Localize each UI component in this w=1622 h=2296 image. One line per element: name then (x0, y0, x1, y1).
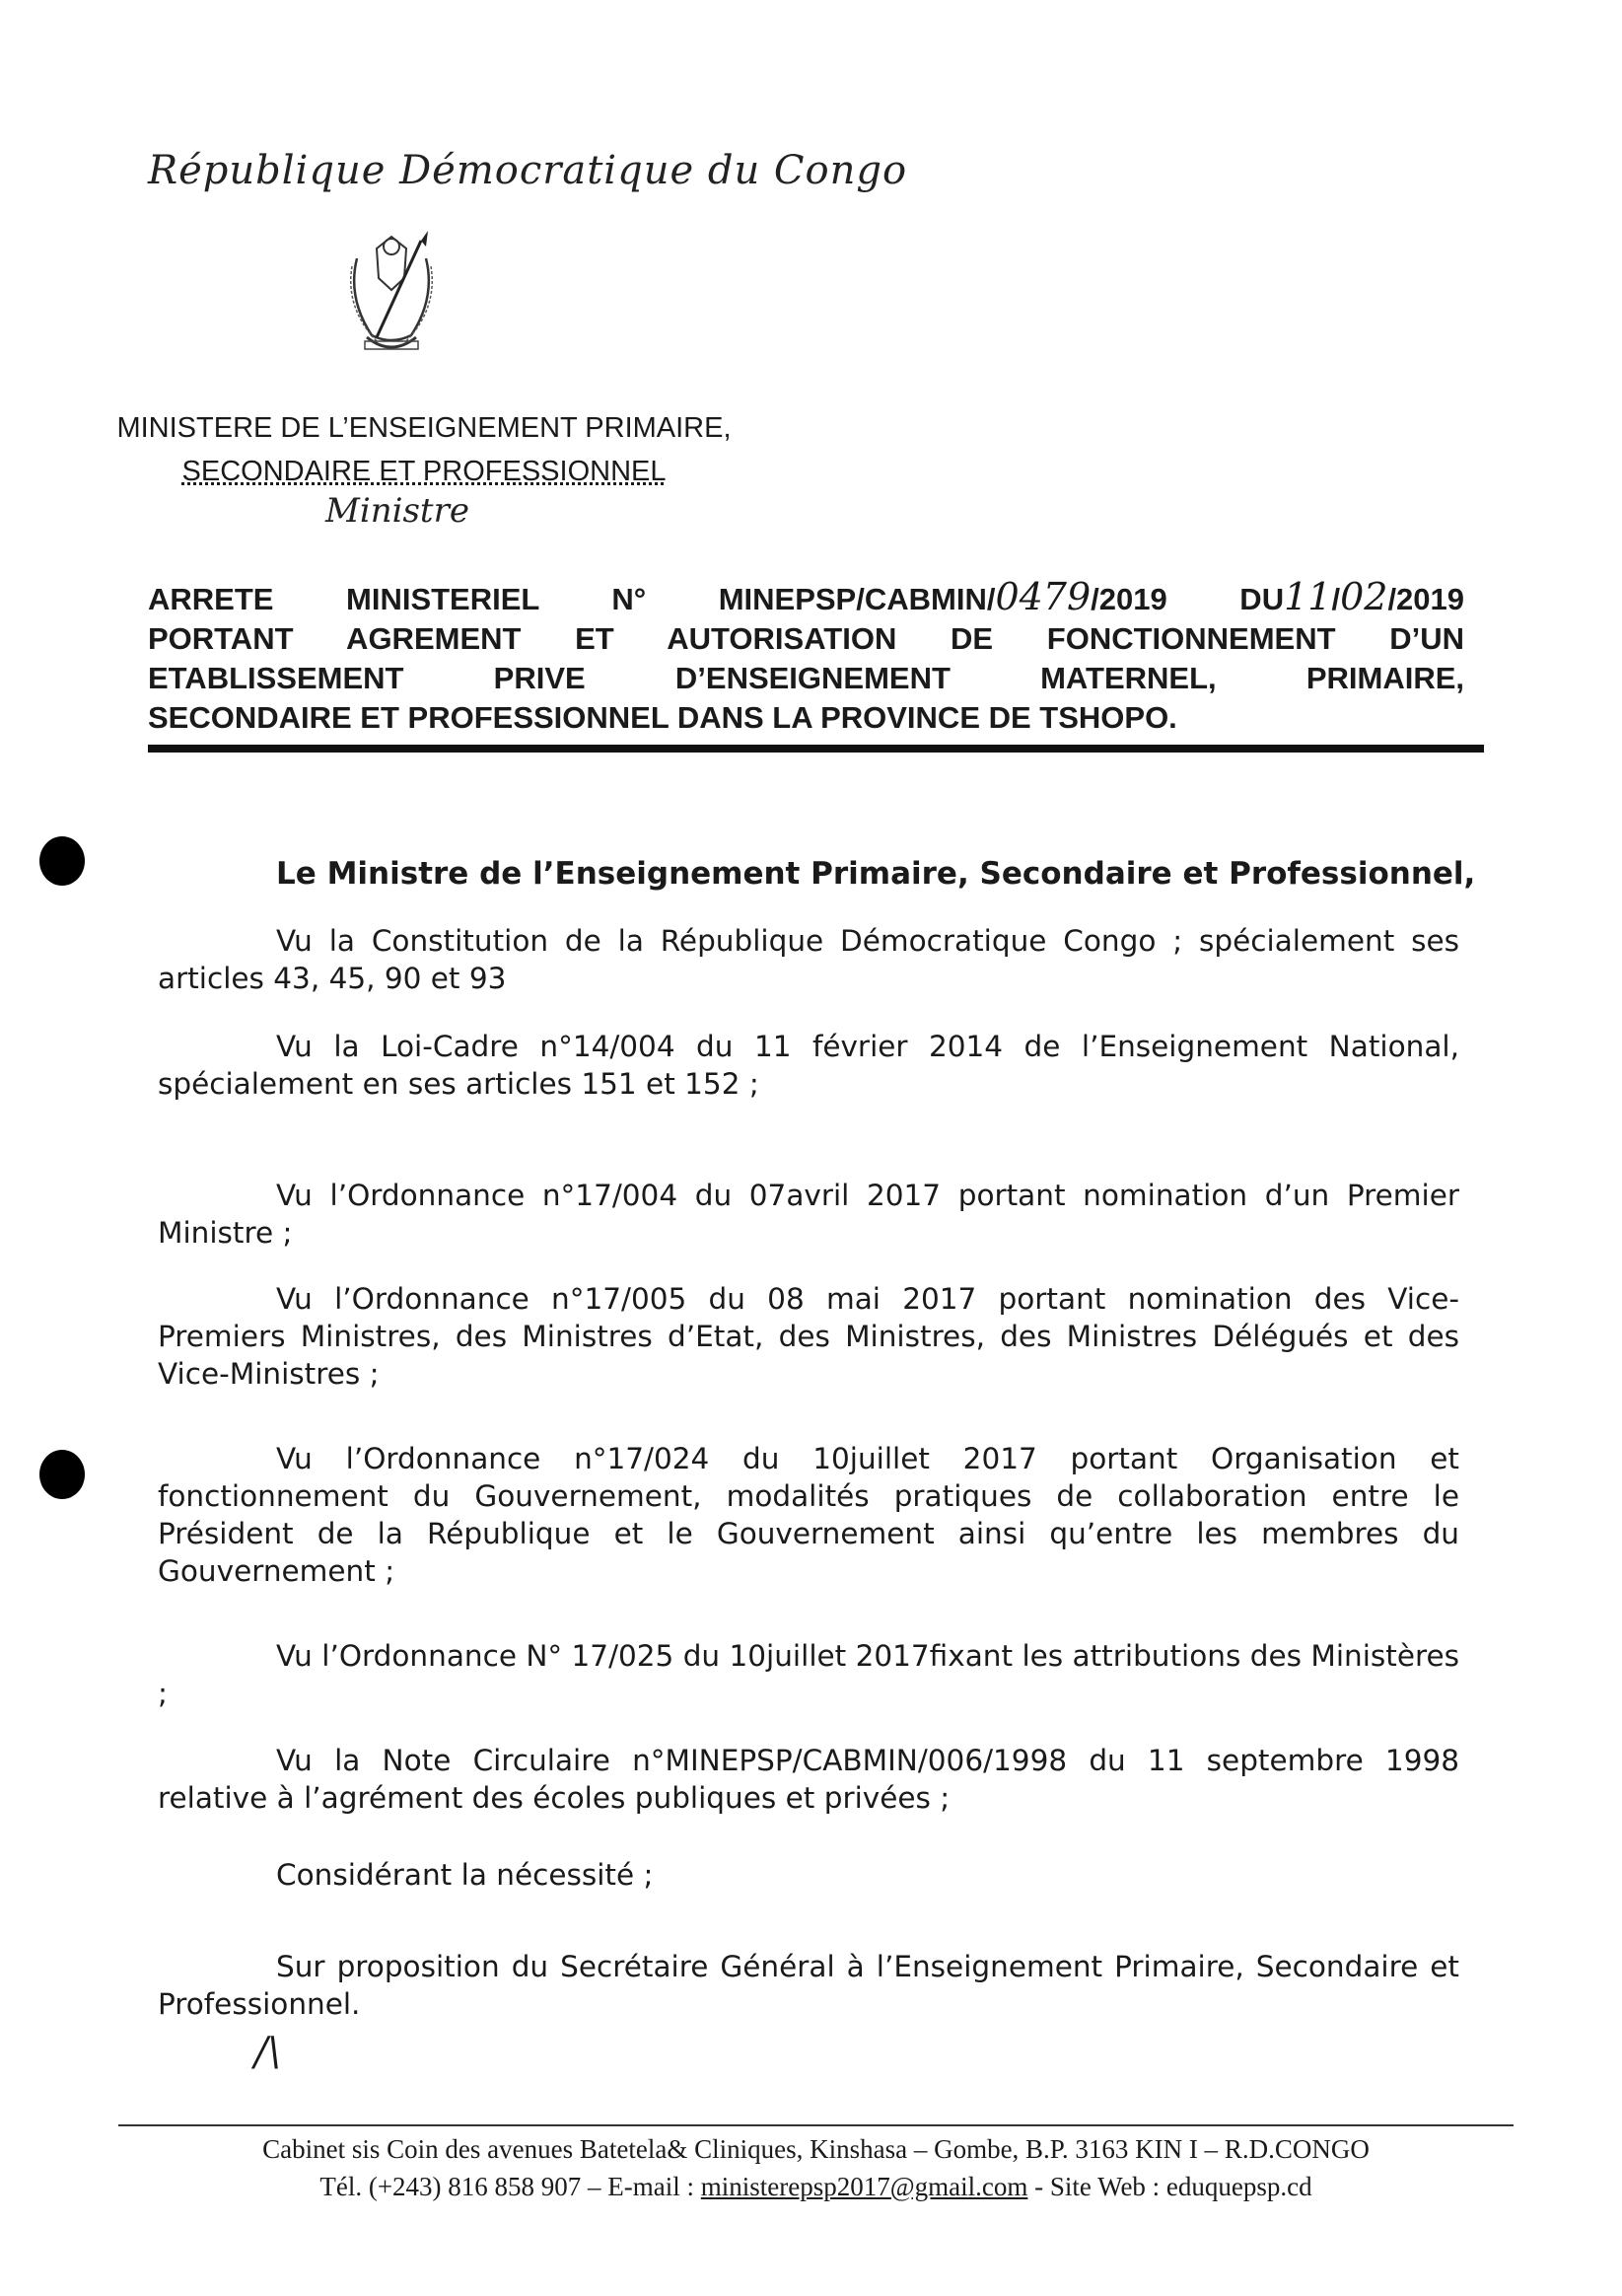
date-sep: / (1331, 582, 1341, 616)
handwritten-number: 0479 (995, 575, 1092, 618)
footer-email-link[interactable]: ministerepsp2017@gmail.com (700, 2172, 1028, 2201)
title-prefix: ARRETE MINISTERIEL N° MINEPSP/CABMIN/ (148, 582, 996, 616)
paragraph-considerant: Considérant la nécessité ; (276, 1858, 654, 1892)
handwritten-day: 11 (1284, 575, 1332, 618)
paragraph-loi-cadre: Vu la Loi-Cadre n°14/004 du 11 février 2014 de l’Enseignement National, spécialement en ses articles 151 et 152 ; (158, 1030, 1459, 1101)
considerations (158, 922, 1459, 997)
paragraph-note-circulaire: Vu la Note Circulaire n°MINEPSP/CABMIN/006/1998 du 11 septembre 1998 relative à l’agrément des écoles publiques et privées ; (158, 1744, 1459, 1815)
considerations-8 (158, 1856, 1459, 1894)
handwritten-initial: /\ (254, 2030, 281, 2075)
title-line-1 (148, 577, 1464, 619)
title-suffix: /2019 (1387, 582, 1465, 616)
considerations-5 (158, 1440, 1459, 1590)
considerations-3 (158, 1177, 1459, 1252)
title-underline-rule (148, 745, 1484, 753)
title-mid: /2019 DU (1091, 582, 1285, 616)
title-line-3: ETABLISSEMENT PRIVE D’ENSEIGNEMENT MATERNEL, PRIMAIRE, (148, 661, 1464, 695)
punch-hole-bottom (39, 1450, 85, 1499)
ministry-line-2: SECONDAIRE ET PROFESSIONNEL (181, 456, 667, 487)
paragraph-ordonnance-024: Vu l’Ordonnance n°17/024 du 10juillet 2017 portant Organisation et fonctionnement du Gouvernement, modalités pratiques de collaboration entre le Président de la République et le Gouvernement ainsi qu’entre les membres du Gouvernement ; (158, 1442, 1459, 1588)
minister-heading: Le Ministre de l’Enseignement Primaire, Secondaire et Professionnel, (276, 856, 1476, 892)
paragraph-ordonnance-004: Vu l’Ordonnance n°17/004 du 07avril 2017 portant nomination d’un Premier Ministre ; (158, 1179, 1459, 1250)
title-line-4: SECONDAIRE ET PROFESSIONNEL DANS LA PROVINCE DE TSHOPO. (148, 700, 1177, 735)
handwritten-month: 02 (1340, 575, 1388, 618)
paragraph-constitution: Vu la Constitution de la République Démocratique Congo ; spécialement ses articles 43, 45, 90 et 93 (158, 924, 1459, 995)
coat-of-arms-emblem (317, 219, 465, 367)
paragraph-proposition: Sur proposition du Secrétaire Général à l’Enseignement Primaire, Secondaire et Professionnel. (158, 1950, 1459, 2021)
punch-hole-top (39, 836, 85, 886)
considerations-6 (158, 1637, 1459, 1712)
title-line-2: PORTANT AGREMENT ET AUTORISATION DE FONCTIONNEMENT D’UN (148, 621, 1464, 656)
republic-heading: République Démocratique du Congo (148, 148, 908, 193)
footer-rule (118, 2124, 1514, 2126)
ministry-line-1: MINISTERE DE L’ENSEIGNEMENT PRIMAIRE, (116, 412, 732, 444)
paragraph-ordonnance-025: Vu l’Ordonnance N° 17/025 du 10juillet 2017fixant les attributions des Ministères ; (158, 1639, 1459, 1710)
decree-title (148, 577, 1464, 738)
footer-tel: Tél. (+243) 816 858 907 – E-mail : (319, 2172, 701, 2201)
considerations-2 (158, 1028, 1459, 1103)
considerations-7 (158, 1742, 1459, 1817)
ministre-script: Ministre (325, 491, 469, 531)
ministry-name (99, 406, 749, 493)
footer-address: Cabinet sis Coin des avenues Batetela& Cliniques, Kinshasa – Gombe, B.P. 3163 KIN I – R.D.CONGO (262, 2134, 1370, 2164)
paragraph-ordonnance-005: Vu l’Ordonnance n°17/005 du 08 mai 2017 portant nomination des Vice-Premiers Ministres, des Ministres d’Etat, des Ministres, des Ministres Délégués et des Vice-Ministres ; (158, 1282, 1459, 1391)
footer-contact (118, 2168, 1514, 2205)
footer-site: - Site Web : eduquepsp.cd (1027, 2172, 1312, 2201)
considerations-9 (158, 1948, 1459, 2023)
footer (118, 2130, 1514, 2205)
considerations-4 (158, 1280, 1459, 1393)
